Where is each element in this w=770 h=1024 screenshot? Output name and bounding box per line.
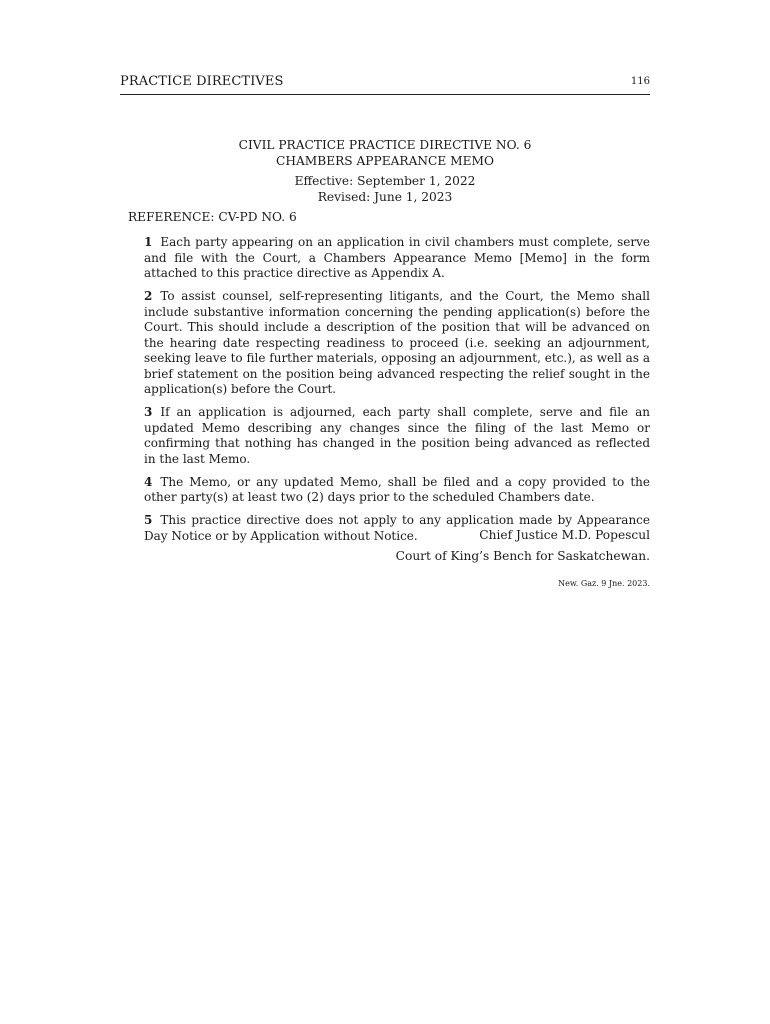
directive-body (144, 235, 650, 552)
revised-date: Revised: June 1, 2023 (317, 190, 453, 204)
paragraph-number: 4 (144, 474, 153, 489)
reference-line: REFERENCE: CV-PD NO. 6 (128, 210, 297, 224)
paragraph-text: The Memo, or any updated Memo, shall be filed and a copy provided to the other party(s) at least two (2) days prior to the scheduled Chambers date. (144, 474, 650, 504)
paragraph-number: 5 (144, 513, 153, 527)
running-header (120, 74, 650, 95)
paragraph-number: 1 (144, 235, 153, 249)
paragraph-text: This practice directive does not apply to any application made by Appearance Day Notice or by Application without Notice. (144, 513, 650, 543)
paragraph-text: Each party appearing on an application in civil chambers must complete, serve and file with the Court, a Chambers Appearance Memo [Memo] in the form attached to this practice directive as Appendix A. (144, 235, 650, 280)
signature-block (120, 525, 650, 567)
directive-subtitle: CHAMBERS APPEARANCE MEMO (276, 154, 494, 168)
paragraph-3 (144, 405, 650, 467)
directive-title-block (120, 137, 650, 205)
paragraph-2 (144, 289, 650, 398)
effective-date: Effective: September 1, 2022 (294, 174, 476, 188)
running-title: PRACTICE DIRECTIVES (120, 74, 284, 89)
signatory-court: Court of King’s Bench for Saskatchewan. (395, 549, 650, 563)
paragraph-text: If an application is adjourned, each party shall complete, serve and file an updated Memo describing any changes since the filing of the last Memo or confirming that nothing has changed in the position being advanced as reflected in the last Memo. (144, 405, 650, 466)
paragraph-1 (144, 235, 650, 282)
paragraph-text: To assist counsel, self-representing litigants, and the Court, the Memo shall include substantive information concerning the pending application(s) before the Court. This should include a description of the position that will be advanced on the hearing date respecting readiness to proceed (i.e. seeking an adjournment, seeking leave to file further materials, opposing an adjournment, etc.), as well as a brief statement on the position being advanced respecting the relief sought in the application(s) before the Court. (144, 289, 650, 396)
paragraph-number: 3 (144, 405, 153, 419)
page-number: 116 (630, 76, 650, 87)
paragraph-number: 2 (144, 289, 153, 303)
directive-title: CIVIL PRACTICE PRACTICE DIRECTIVE NO. 6 (238, 138, 532, 152)
gazette-note: New. Gaz. 9 Jne. 2023. (558, 579, 650, 588)
paragraph-4 (144, 475, 650, 506)
signatory-name: Chief Justice M.D. Popescul (479, 528, 650, 542)
